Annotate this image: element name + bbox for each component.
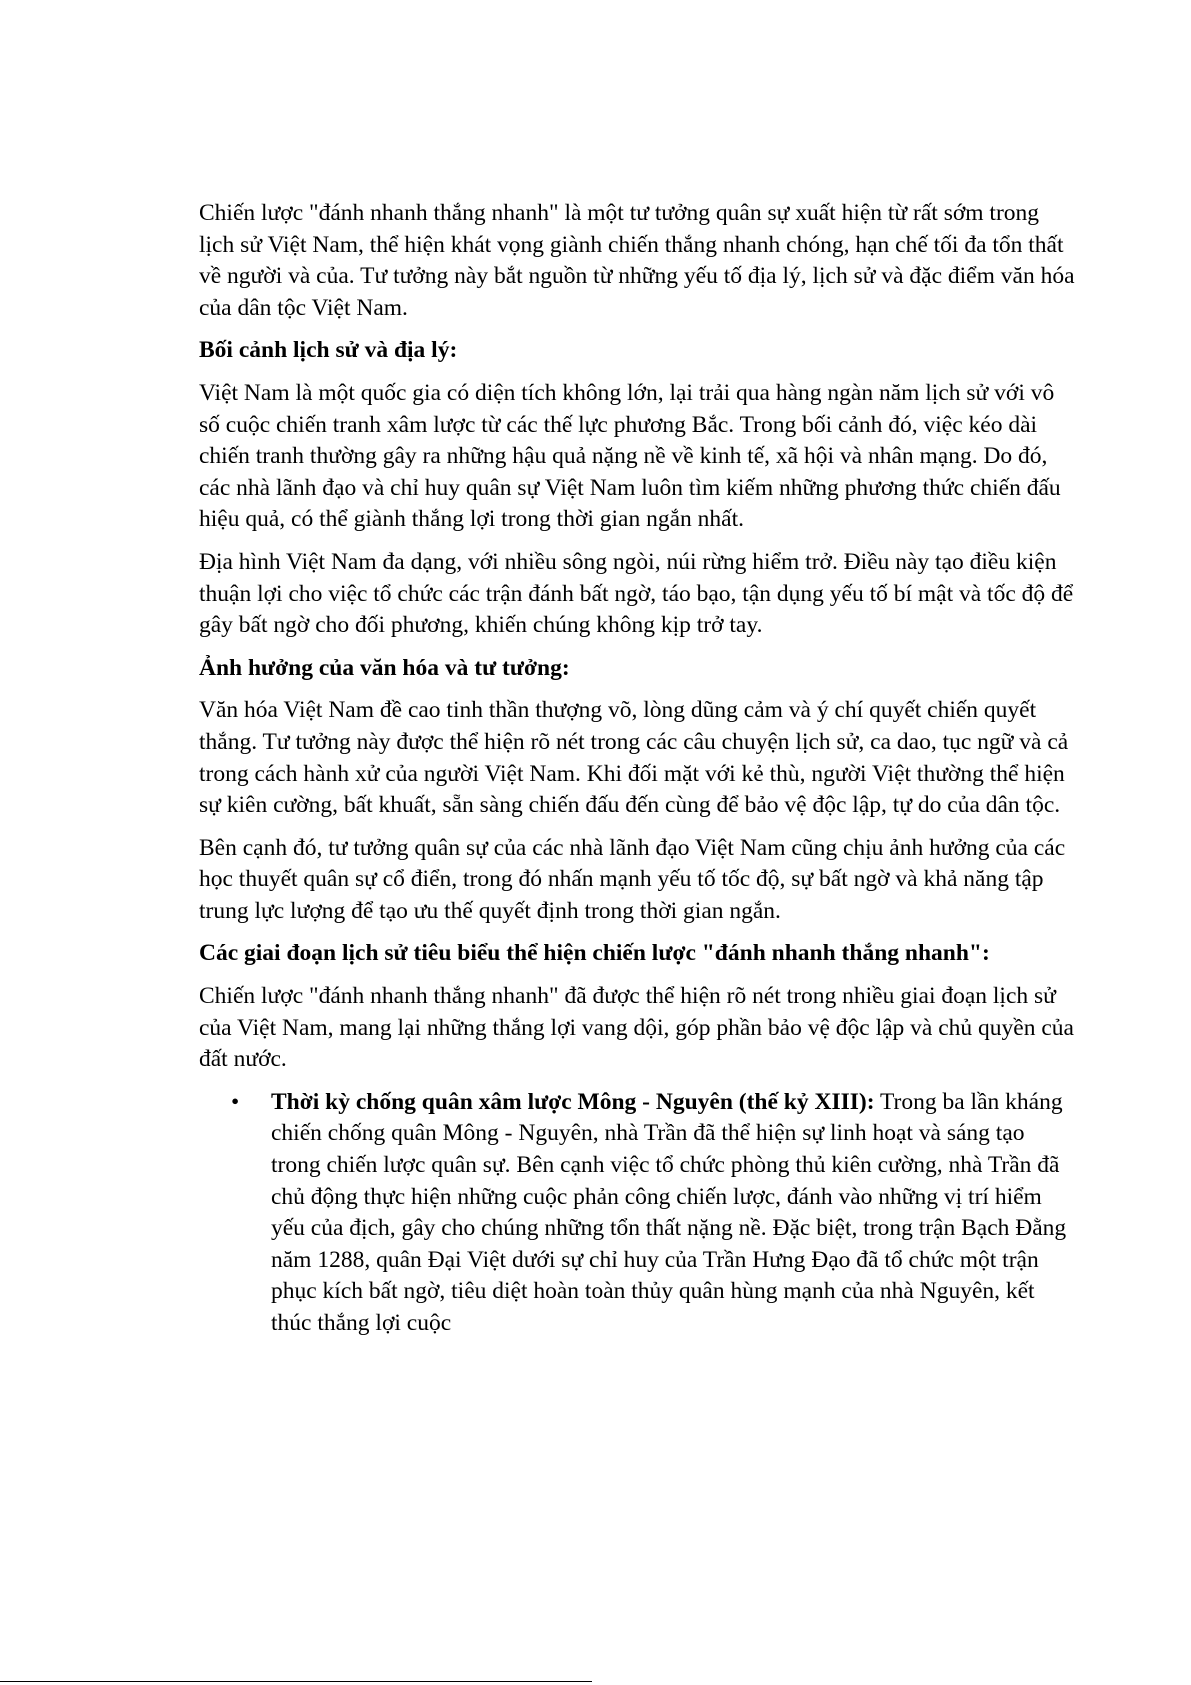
section3-paragraph-1: Chiến lược "đánh nhanh thắng nhanh" đã được thể hiện rõ nét trong nhiều giai đoạn lịch sử của Việt Nam, mang lại những thắng lợi vang dội, góp phần bảo vệ độc lập và chủ quyền của đất nước. [199, 983, 1074, 1073]
list-item-mongol-yuan [199, 1087, 1079, 1340]
document-page [199, 198, 1079, 1340]
section2-paragraph-1: Văn hóa Việt Nam đề cao tinh thần thượng võ, lòng dũng cảm và ý chí quyết chiến quyết thắng. Tư tưởng này được thể hiện rõ nét trong các câu chuyện lịch sử, ca dao, tục ngữ và cả trong cách hành xử của người Việt Nam. Khi đối mặt với kẻ thù, người Việt thường thể hiện sự kiên cường, bất khuất, sẵn sàng chiến đấu đến cùng để bảo vệ độc lập, tự do của dân tộc. [199, 697, 1069, 819]
section2-paragraph-2: Bên cạnh đó, tư tưởng quân sự của các nhà lãnh đạo Việt Nam cũng chịu ảnh hưởng của các học thuyết quân sự cổ điển, trong đó nhấn mạnh yếu tố tốc độ, sự bất ngờ và khả năng tập trung lực lượng để tạo ưu thế quyết định trong thời gian ngắn. [199, 834, 1066, 924]
section-heading-culture-ideology: Ảnh hưởng của văn hóa và tư tưởng: [199, 654, 570, 681]
section-heading-historical-geographic: Bối cảnh lịch sử và địa lý: [199, 337, 458, 364]
footnote-divider [0, 1681, 592, 1682]
bullet-icon: • [231, 1088, 240, 1115]
bullet-list [199, 1087, 1079, 1340]
section1-paragraph-1: Việt Nam là một quốc gia có diện tích không lớn, lại trải qua hàng ngàn năm lịch sử với vô số cuộc chiến tranh xâm lược từ các thế lực phương Bắc. Trong bối cảnh đó, việc kéo dài chiến tranh thường gây ra những hậu quả nặng nề về kinh tế, xã hội và nhân mạng. Do đó, các nhà lãnh đạo và chỉ huy quân sự Việt Nam luôn tìm kiếm những phương thức chiến đấu hiệu quả, có thể giành thắng lợi trong thời gian ngắn nhất. [199, 379, 1061, 533]
section1-paragraph-2: Địa hình Việt Nam đa dạng, với nhiều sông ngòi, núi rừng hiểm trở. Điều này tạo điều kiện thuận lợi cho việc tổ chức các trận đánh bất ngờ, táo bạo, tận dụng yếu tố bí mật và tốc độ để gây bất ngờ cho đối phương, khiến chúng không kịp trở tay. [199, 548, 1074, 639]
section-heading-historical-periods: Các giai đoạn lịch sử tiêu biểu thể hiện chiến lược "đánh nhanh thắng nhanh": [199, 940, 990, 967]
bullet-text: Trong ba lần kháng chiến chống quân Mông - Nguyên, nhà Trần đã thể hiện sự linh hoạt và sáng tạo trong chiến lược quân sự. Bên cạnh việc tổ chức phòng thủ kiên cường, nhà Trần đã chủ động thực hiện những cuộc phản công chiến lược, đánh vào những vị trí hiểm yếu của địch, gây cho chúng những tổn thất nặng nề. Đặc biệt, trong trận Bạch Đằng năm 1288, quân Đại Việt dưới sự chỉ huy của Trần Hưng Đạo đã tổ chức một trận phục kích bất ngờ, tiêu diệt hoàn toàn thủy quân hùng mạnh của nhà Nguyên, kết thúc thắng lợi cuộc [271, 1088, 1067, 1336]
intro-paragraph: Chiến lược "đánh nhanh thắng nhanh" là một tư tưởng quân sự xuất hiện từ rất sớm trong lịch sử Việt Nam, thể hiện khát vọng giành chiến thắng nhanh chóng, hạn chế tối đa tổn thất về người và của. Tư tưởng này bắt nguồn từ những yếu tố địa lý, lịch sử và đặc điểm văn hóa của dân tộc Việt Nam. [199, 200, 1075, 321]
bullet-lead: Thời kỳ chống quân xâm lược Mông - Nguyên (thế kỷ XIII): [271, 1088, 875, 1115]
